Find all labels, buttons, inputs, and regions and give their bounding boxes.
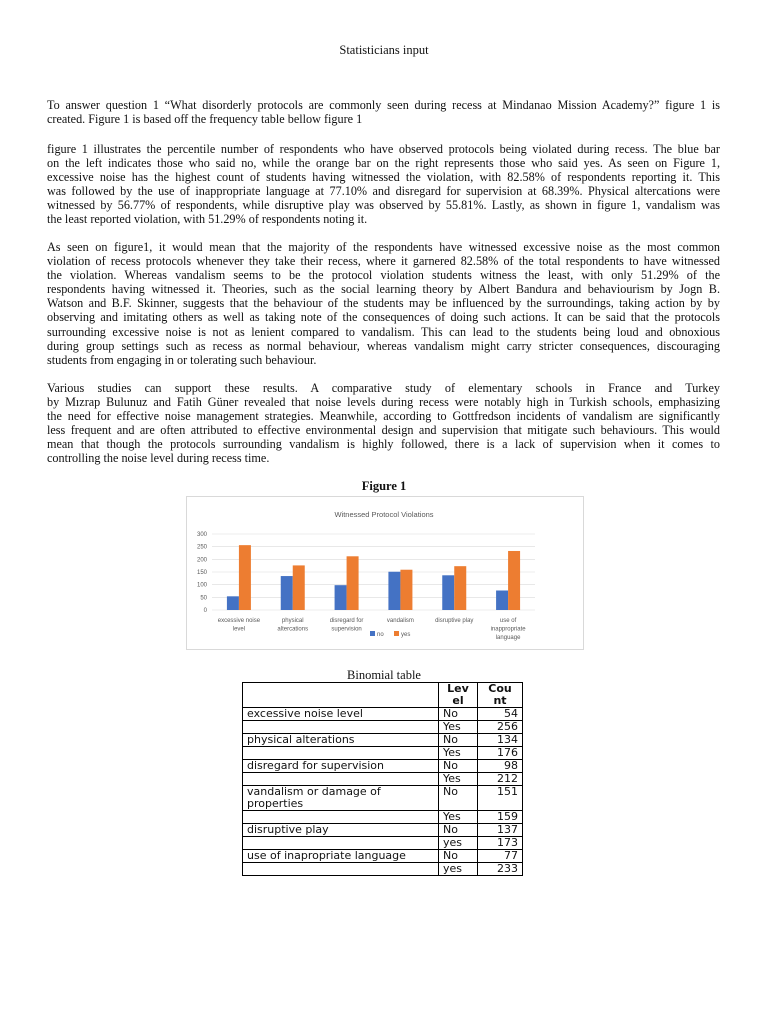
- x-tick-label: excessive noise: [217, 618, 261, 624]
- category-cell: disruptive play: [243, 824, 439, 837]
- page-heading: Statisticians input: [339, 43, 429, 57]
- legend-label-no: no: [377, 632, 384, 638]
- text-line: surrounding excessive noise is not as lenient compared to vandalism. This can lead to the students being loud and obnoxious: [47, 324, 720, 339]
- bar-yes: [508, 551, 520, 610]
- text-line: mean that though the protocols surrounding vandalism is highly followed, there is a lack of supervision when it comes to: [47, 437, 720, 452]
- text-line: observing and imitating others as well as taking note of the consequences of doing such actions. It can be said that the protocols: [47, 310, 720, 325]
- table-row: [243, 734, 523, 747]
- y-tick-label: 100: [196, 582, 207, 589]
- x-tick-label: vandalism: [386, 618, 414, 624]
- level-cell: yes: [439, 863, 478, 876]
- table-row: [243, 850, 523, 863]
- category-cell: [243, 863, 439, 876]
- category-cell: vandalism or damage of properties: [243, 786, 439, 811]
- y-tick-label: 0: [203, 608, 207, 614]
- text-line: less frequent and are often attributed to effective environmental design and supervision that mitigate such behaviours. This would: [47, 423, 720, 438]
- text-line: As seen on figure1, it would mean that the majority of the respondents have witnessed excessive noise as the most common: [47, 240, 720, 254]
- y-tick-label: 250: [196, 544, 207, 551]
- chart-title: Witnessed Protocol Violations: [334, 510, 434, 519]
- legend-swatch-no: [370, 631, 375, 636]
- text-line: created. Figure 1 is based off the frequency table bellow figure 1: [47, 112, 363, 127]
- legend-label-yes: yes: [401, 632, 411, 638]
- bar-no: [496, 590, 508, 610]
- bar-no: [335, 585, 347, 610]
- header-cell: [243, 683, 439, 708]
- text-line: the least reported violation, with 51.29% of respondents noting it.: [47, 212, 368, 227]
- category-cell: disregard for supervision: [243, 760, 439, 773]
- table-row: [243, 747, 523, 760]
- y-tick-label: 150: [196, 570, 207, 576]
- level-cell: Yes: [439, 721, 478, 734]
- bar-no: [388, 572, 400, 610]
- text-line: figure 1 illustrates the percentile number of respondents who have observed protocols being violated during recess. The blue bar: [47, 142, 720, 156]
- bar-yes: [293, 565, 305, 610]
- table-row: [243, 773, 523, 786]
- bar-yes: [400, 570, 412, 610]
- text-line: witnessed by 56.77% of respondents, while disruptive play was observed by 55.81%. Lastly, as shown in figure 1, vandalism was: [47, 198, 720, 213]
- level-cell: No: [439, 708, 478, 721]
- bar-no: [442, 575, 454, 610]
- level-cell: Yes: [439, 811, 478, 824]
- text-line: during group settings such as recess as normal behaviour, whereas vandalism might carry stricter consequences, discouraging: [47, 338, 720, 353]
- category-cell: [243, 811, 439, 824]
- table-row: [243, 824, 523, 837]
- bar-yes: [239, 545, 251, 610]
- y-tick-label: 50: [200, 595, 207, 602]
- text-line: controlling the noise level during recess time.: [47, 451, 270, 466]
- x-tick-label: inappropriate: [490, 626, 526, 633]
- table-row: [243, 837, 523, 850]
- category-cell: physical alterations: [243, 734, 439, 747]
- y-tick-label: 300: [196, 532, 207, 538]
- text-line: respondents having witnessed it. Theories, such as the social learning theory by Albert Bandura and behaviourism by Jogn B.: [47, 282, 720, 297]
- category-cell: use of inapropriate language: [243, 850, 439, 863]
- bar-yes: [454, 566, 466, 610]
- bar-no: [281, 576, 293, 610]
- count-cell: 159: [478, 811, 523, 824]
- bar-chart: [186, 496, 584, 650]
- table-row: [243, 863, 523, 876]
- text-line: was followed by the use of inappropriate language at 77.10% and disregard for supervision at 68.39%. Physical altercations were: [47, 184, 720, 199]
- table-row: [243, 786, 523, 811]
- level-cell: yes: [439, 837, 478, 850]
- x-tick-label: language: [495, 635, 521, 641]
- legend-swatch-yes: [394, 631, 399, 636]
- count-cell: 134: [478, 734, 523, 747]
- count-cell: 212: [478, 773, 523, 786]
- count-cell: 54: [478, 708, 523, 721]
- table-row: [243, 811, 523, 824]
- x-tick-label: disregard for: [329, 618, 364, 624]
- level-cell: Yes: [439, 773, 478, 786]
- paragraph-question-1: [47, 98, 720, 126]
- table-caption: Binomial table: [347, 668, 421, 682]
- category-cell: [243, 721, 439, 734]
- count-cell: 256: [478, 721, 523, 734]
- paragraph-figure-description: [47, 142, 720, 227]
- text-line: violation of recess protocols whenever they take their recess, where it garnered 82.58% of the total respondents to have witnessed: [47, 254, 720, 269]
- count-cell: 173: [478, 837, 523, 850]
- header-cell: Cou nt: [478, 683, 523, 708]
- category-cell: [243, 773, 439, 786]
- text-line: To answer question 1 “What disorderly protocols are commonly seen during recess at Mindanao Mission Academy?” figure 1 is: [47, 98, 720, 112]
- text-line: the need for effective noise management strategies. Meanwhile, according to Gottfredson incidents of vandalism are significantly: [47, 409, 720, 424]
- table-header-row: [243, 683, 523, 708]
- count-cell: 151: [478, 786, 523, 811]
- binomial-table: [242, 682, 523, 876]
- text-line: the violation. Whereas vandalism seems to be the protocol violation students witness the least, with only 51.29% of the: [47, 268, 720, 283]
- count-cell: 98: [478, 760, 523, 773]
- count-cell: 137: [478, 824, 523, 837]
- text-line: on the left indicates those who said no, while the orange bar on the right represents those who said yes. As seen on Figure 1,: [47, 156, 720, 171]
- level-cell: No: [439, 760, 478, 773]
- paragraph-interpretation: [47, 240, 720, 367]
- table-row: [243, 760, 523, 773]
- category-cell: [243, 747, 439, 760]
- level-cell: No: [439, 734, 478, 747]
- category-cell: excessive noise level: [243, 708, 439, 721]
- paragraph-supporting-studies: [47, 381, 720, 466]
- x-tick-label: supervision: [331, 626, 362, 633]
- text-line: Various studies can support these results. A comparative study of elementary schools in France and Turkey: [47, 381, 720, 395]
- text-line: by Mızrap Bulunuz and Fatih Güner revealed that noise levels during recess were notably high in Turkish schools, emphasizing: [47, 395, 720, 410]
- table-row: [243, 708, 523, 721]
- chart-canvas: [187, 497, 583, 649]
- level-cell: No: [439, 824, 478, 837]
- count-cell: 233: [478, 863, 523, 876]
- x-tick-label: level: [232, 626, 246, 633]
- level-cell: No: [439, 786, 478, 811]
- x-tick-label: disruptive play: [435, 618, 474, 624]
- category-cell: [243, 837, 439, 850]
- y-tick-label: 200: [196, 557, 207, 564]
- text-line: Watson and B.F. Skinner, suggests that the behaviour of the students may be influenced by the surroundings, taking action by by: [47, 296, 720, 311]
- x-tick-label: physical: [281, 618, 304, 624]
- x-tick-label: altercations: [277, 626, 309, 633]
- bar-no: [227, 596, 239, 610]
- bar-yes: [347, 556, 359, 610]
- count-cell: 176: [478, 747, 523, 760]
- text-line: excessive noise has the highest count of students having witnessed the violation, with 82.58% of respondents reporting it. This: [47, 170, 720, 185]
- level-cell: Yes: [439, 747, 478, 760]
- table-row: [243, 721, 523, 734]
- level-cell: No: [439, 850, 478, 863]
- text-line: students from engaging in or tolerating such behaviour.: [47, 352, 317, 367]
- count-cell: 77: [478, 850, 523, 863]
- figure-title: Figure 1: [361, 479, 407, 493]
- x-tick-label: use of: [499, 618, 517, 624]
- header-cell: Lev el: [439, 683, 478, 708]
